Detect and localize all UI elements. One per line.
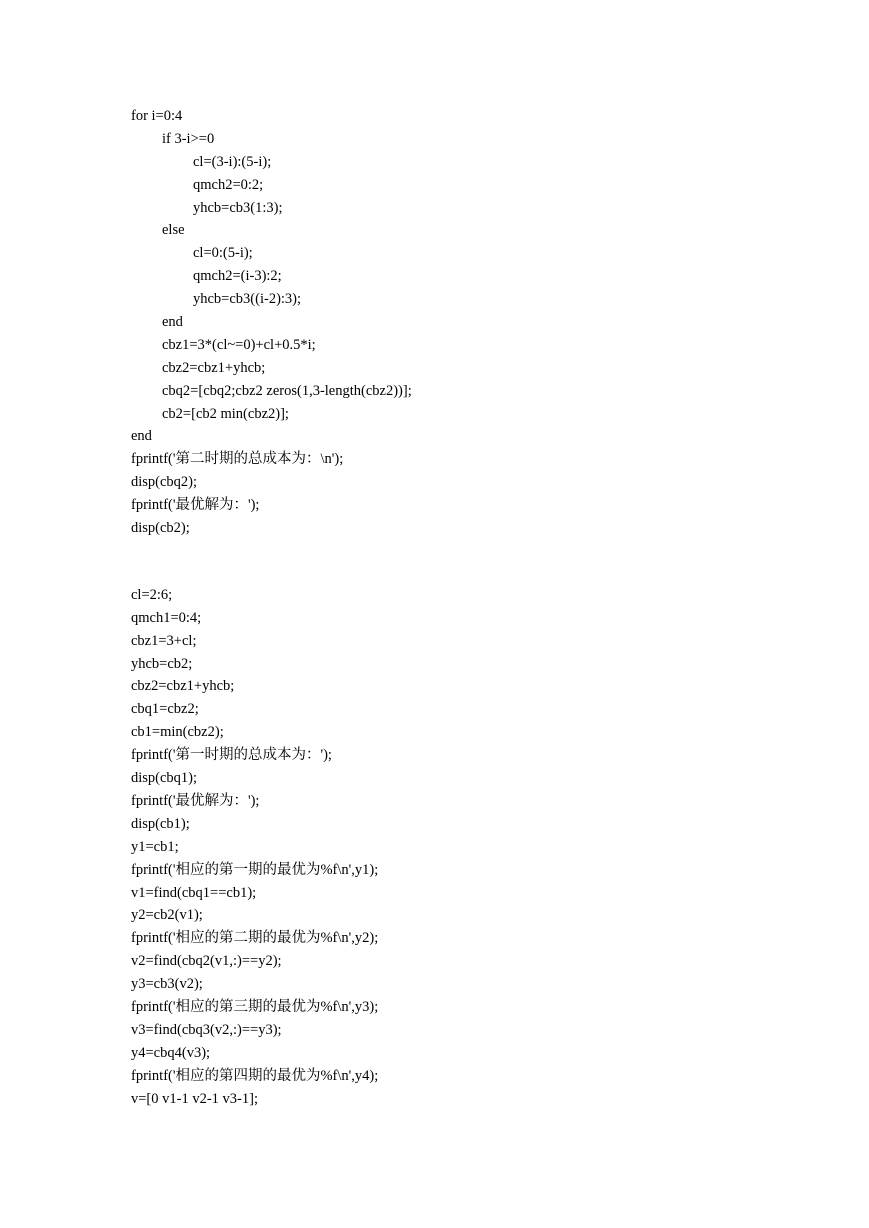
code-line: fprintf('第一时期的总成本为：');: [131, 747, 332, 764]
code-line: y2=cb2(v1);: [131, 907, 203, 924]
code-line: y3=cb3(v2);: [131, 976, 203, 993]
code-line: disp(cb1);: [131, 815, 190, 832]
code-listing: [131, 105, 831, 1110]
code-line: for i=0:4: [131, 108, 183, 124]
code-line: fprintf('相应的第一期的最优为%f\n',y1);: [131, 861, 379, 878]
code-line: cl=2:6;: [131, 586, 173, 603]
code-line: disp(cbq2);: [131, 474, 198, 491]
code-line: v2=find(cbq2(v1,:)==y2);: [131, 953, 282, 970]
blank-gap-1: [131, 540, 831, 562]
code-line: end: [162, 314, 183, 331]
code-line: cbz1=3*(cl~=0)+cl+0.5*i;: [162, 336, 316, 353]
code-line: disp(cb2);: [131, 520, 190, 537]
blank-gap-2: [131, 562, 831, 584]
code-block-second-period: [131, 105, 831, 540]
code-line: if 3-i>=0: [162, 130, 215, 147]
code-line: cbz2=cbz1+yhcb;: [131, 678, 235, 695]
code-line: yhcb=cb2;: [131, 655, 193, 672]
code-line: v1=find(cbq1==cb1);: [131, 884, 257, 901]
code-line: cl=0:(5-i);: [193, 245, 253, 262]
code-block-first-period: [131, 584, 831, 1110]
code-line: cbz1=3+cl;: [131, 632, 197, 649]
code-line: cbq2=[cbq2;cbz2 zeros(1,3-length(cbz2))];: [162, 382, 412, 399]
code-line: cb1=min(cbz2);: [131, 724, 224, 741]
code-line: fprintf('最优解为：');: [131, 497, 260, 514]
code-line: qmch2=(i-3):2;: [193, 268, 282, 285]
code-line: yhcb=cb3((i-2):3);: [193, 291, 302, 308]
code-line: disp(cbq1);: [131, 770, 198, 787]
code-line: cbz2=cbz1+yhcb;: [162, 359, 266, 376]
code-line: fprintf('相应的第三期的最优为%f\n',y3);: [131, 998, 379, 1015]
code-line: fprintf('相应的第二期的最优为%f\n',y2);: [131, 930, 379, 947]
code-line: end: [131, 428, 152, 445]
code-line: cbq1=cbz2;: [131, 701, 199, 718]
code-line: yhcb=cb3(1:3);: [193, 199, 283, 216]
code-line: cl=(3-i):(5-i);: [193, 153, 272, 170]
code-line: fprintf('相应的第四期的最优为%f\n',y4);: [131, 1067, 379, 1084]
code-line: qmch2=0:2;: [193, 176, 264, 193]
code-line: v3=find(cbq3(v2,:)==y3);: [131, 1021, 282, 1038]
code-line: fprintf('第二时期的总成本为：\n');: [131, 451, 344, 468]
code-line: cb2=[cb2 min(cbz2)];: [162, 405, 289, 422]
code-line: fprintf('最优解为：');: [131, 792, 260, 809]
code-line: y4=cbq4(v3);: [131, 1044, 211, 1061]
code-line: y1=cb1;: [131, 838, 179, 855]
code-line: else: [162, 222, 185, 239]
code-line: qmch1=0:4;: [131, 609, 202, 626]
code-line: v=[0 v1-1 v2-1 v3-1];: [131, 1090, 258, 1107]
